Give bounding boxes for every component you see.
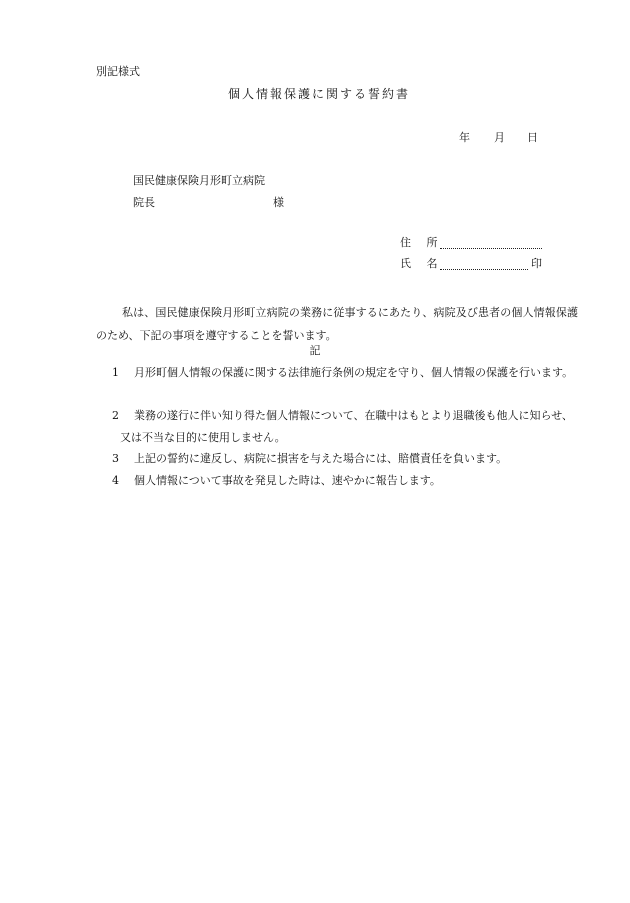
seal-label: 印 (531, 257, 542, 270)
address-dotted-line (440, 248, 542, 249)
form-label: 別記様式 (96, 65, 140, 78)
pledge-item-text: 個人情報について事故を発見した時は、速やかに報告します。 (134, 474, 441, 487)
year-label: 年 (459, 131, 470, 144)
pledge-item (96, 405, 578, 449)
document-title: 個人情報保護に関する誓約書 (227, 87, 410, 101)
pledge-item-text: 業務の遂行に伴い知り得た個人情報について、在職中はもとより退職後も他人に知らせ、又は不当な目的に使用しません。 (120, 409, 573, 444)
pledge-item-number: 1 (112, 366, 119, 379)
ki-heading: 記 (309, 344, 321, 357)
addressee-honorific: 様 (273, 196, 284, 209)
pledge-item (96, 470, 578, 492)
pledge-item (96, 448, 578, 470)
addressee-title: 院長 (133, 196, 155, 209)
address-label: 住 所 (400, 236, 444, 249)
pledge-item-number: 3 (112, 452, 119, 465)
address-field (400, 237, 542, 251)
name-field (400, 258, 542, 272)
name-label: 氏 名 (400, 257, 444, 270)
pledge-item-number: 4 (112, 474, 119, 487)
addressee-organization: 国民健康保険月形町立病院 (133, 174, 265, 187)
pledge-item (96, 362, 578, 384)
date-line (459, 132, 538, 143)
intro-paragraph: 私は、国民健康保険月形町立病院の業務に従事するにあたり、病院及び患者の個人情報保護のため、下記の事項を遵守することを誓います。 (96, 306, 578, 342)
month-label: 月 (494, 131, 505, 144)
pledge-item-text: 月形町個人情報の保護に関する法律施行条例の規定を守り、個人情報の保護を行います。 (134, 366, 574, 379)
name-dotted-line (440, 269, 528, 270)
pledge-item-text: 上記の誓約に違反し、病院に損害を与えた場合には、賠償責任を負います。 (134, 452, 508, 465)
pledge-item-number: 2 (112, 409, 119, 422)
addressee-title-row (133, 197, 293, 208)
day-label: 日 (527, 131, 538, 144)
